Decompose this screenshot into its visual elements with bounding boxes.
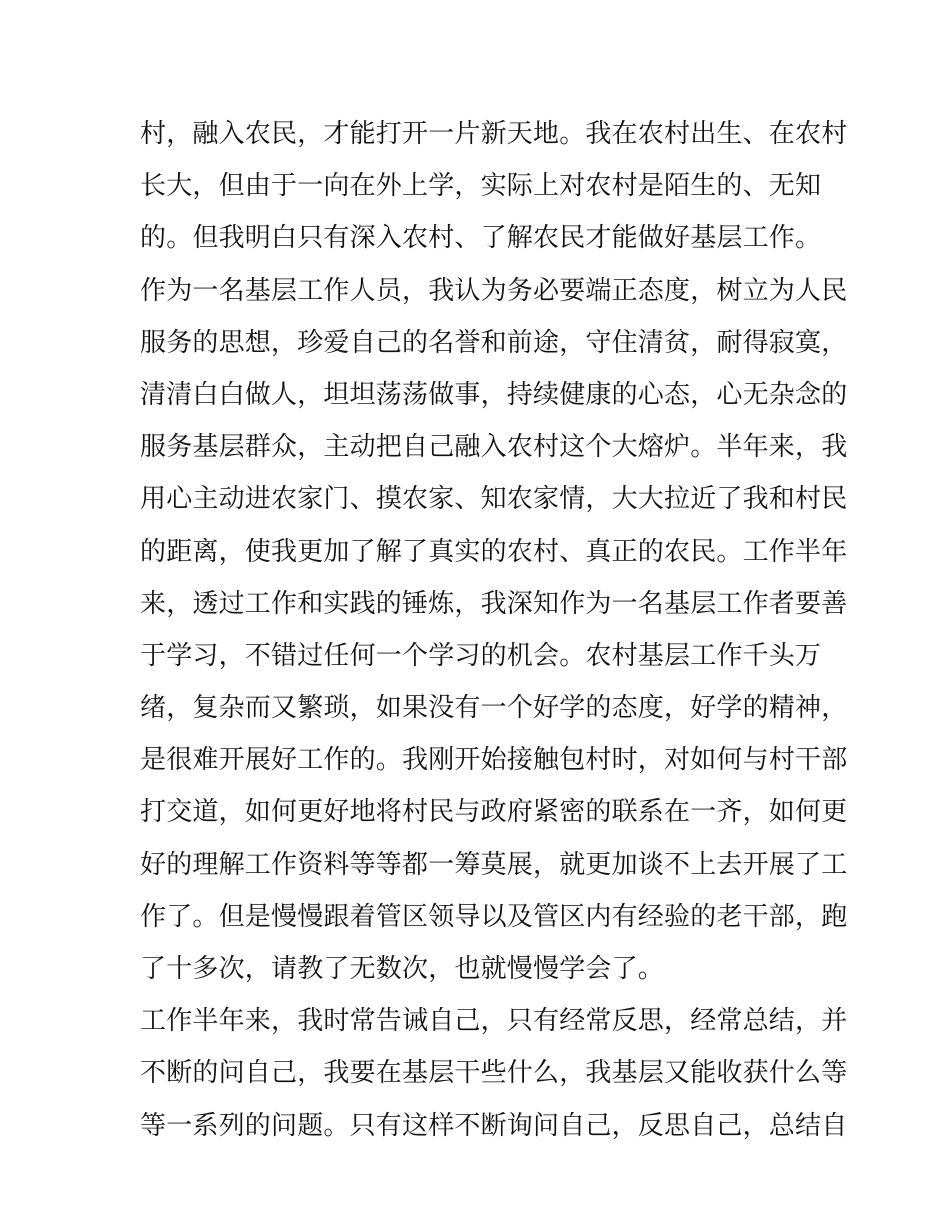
text-line: 服务的思想，珍爱自己的名誉和前途，守住清贫，耐得寂寞，: [140, 327, 848, 358]
text-line: 好的理解工作资料等等都一筹莫展，就更加谈不上去开展了工: [140, 849, 848, 880]
text-line: 是很难开展好工作的。我刚开始接触包村时，对如何与村干部: [140, 745, 848, 776]
text-line: 了十多次，请教了无数次，也就慢慢学会了。: [140, 954, 665, 984]
text-line: 村，融入农民，才能打开一片新天地。我在农村出生、在农村: [140, 119, 848, 149]
text-line: 的。但我明白只有深入农村、了解农民才能做好基层工作。: [140, 223, 822, 254]
text-line: 工作半年来，我时常告诫自己，只有经常反思，经常总结，并: [140, 1006, 848, 1037]
text-line: 作了。但是慢慢跟着管区领导以及管区内有经验的老干部，跑: [140, 901, 848, 932]
body-text: [140, 108, 848, 1152]
text-line: 来，透过工作和实践的锤炼，我深知作为一名基层工作者要善: [140, 588, 848, 619]
text-line: 服务基层群众，主动把自己融入农村这个大熔炉。半年来，我: [140, 432, 848, 463]
text-line: 打交道，如何更好地将村民与政府紧密的联系在一齐，如何更: [140, 797, 848, 828]
text-line: 长大，但由于一向在外上学，实际上对农村是陌生的、无知: [140, 171, 822, 202]
text-line: 作为一名基层工作人员，我认为务必要端正态度，树立为人民: [140, 275, 848, 306]
text-line: 于学习，不错过任何一个学习的机会。农村基层工作千头万: [140, 640, 822, 671]
text-line: 清清白白做人，坦坦荡荡做事，持续健康的心态，心无杂念的: [140, 379, 848, 410]
text-line: 的距离，使我更加了解了真实的农村、真正的农民。工作半年: [140, 536, 848, 567]
text-line: 用心主动进农家门、摸农家、知农家情，大大拉近了我和村民: [140, 484, 848, 515]
text-line: 等一系列的问题。只有这样不断询问自己，反思自己，总结自: [140, 1110, 848, 1141]
text-line: 绪，复杂而又繁琐，如果没有一个好学的态度，好学的精神，: [140, 693, 848, 724]
text-line: 不断的问自己，我要在基层干些什么，我基层又能收获什么等: [140, 1058, 848, 1089]
